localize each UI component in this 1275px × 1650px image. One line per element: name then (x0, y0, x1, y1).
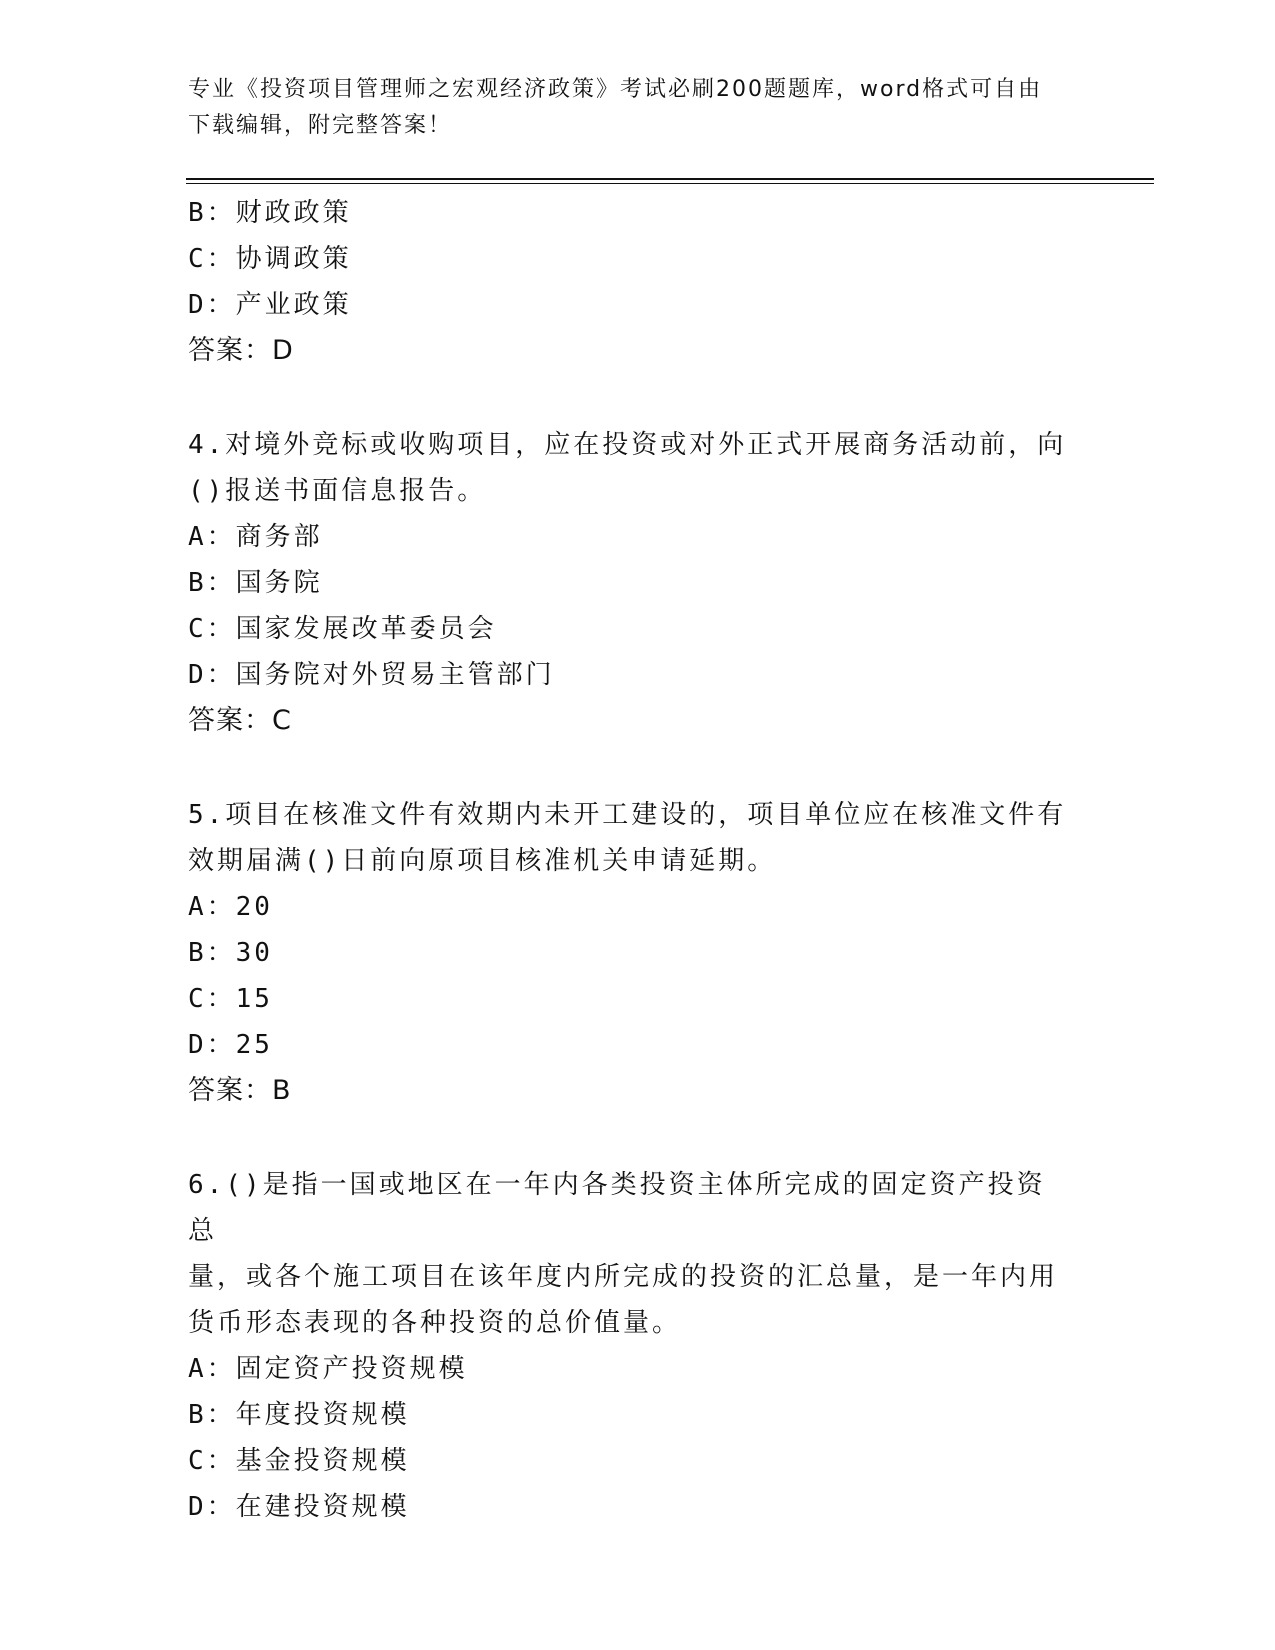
answer: 答案：C (188, 705, 292, 736)
question-text-line: 6.()是指一国或地区在一年内各类投资主体所完成的固定资产投资总 (188, 1170, 1046, 1246)
option-b: B：年度投资规模 (188, 1400, 410, 1430)
option-c: C：基金投资规模 (188, 1446, 410, 1476)
option-d: D：25 (188, 1030, 273, 1060)
option-b: B：国务院 (188, 568, 323, 598)
header-line-1: 专业《投资项目管理师之宏观经济政策》考试必刷200题题库，word格式可自由 (188, 77, 1043, 102)
question-text-line: 效期届满()日前向原项目核准机关申请延期。 (188, 846, 777, 876)
question-4 (188, 422, 1068, 744)
option-d: D：在建投资规模 (188, 1492, 410, 1522)
question-5 (188, 792, 1068, 1114)
option-a: A：商务部 (188, 522, 323, 552)
question-text-line: ()报送书面信息报告。 (188, 476, 487, 506)
question-text-line: 4.对境外竞标或收购项目，应在投资或对外正式开展商务活动前，向 (188, 430, 1067, 460)
option-d: D：国务院对外贸易主管部门 (188, 660, 555, 690)
header-line-2: 下载编辑，附完整答案！ (188, 113, 453, 138)
option-d: D：产业政策 (188, 290, 352, 320)
option-c: C：15 (188, 984, 273, 1014)
option-a: A：20 (188, 892, 273, 922)
option-a: A：固定资产投资规模 (188, 1354, 468, 1384)
question-text-line: 5.项目在核准文件有效期内未开工建设的，项目单位应在核准文件有 (188, 800, 1067, 830)
question-3-continued (188, 190, 1068, 374)
question-list (188, 190, 1068, 1530)
answer: 答案：D (188, 335, 294, 366)
option-b: B：30 (188, 938, 273, 968)
option-c: C：国家发展改革委员会 (188, 614, 497, 644)
page-header (188, 72, 1068, 144)
header-rule-thin (186, 183, 1154, 184)
answer: 答案：B (188, 1075, 292, 1106)
header-rule-thick (186, 178, 1154, 180)
option-b: B：财政政策 (188, 198, 352, 228)
option-c: C：协调政策 (188, 244, 352, 274)
question-text-line: 量，或各个施工项目在该年度内所完成的投资的汇总量，是一年内用 (188, 1262, 1059, 1292)
question-6 (188, 1162, 1068, 1530)
question-text-line: 货币形态表现的各种投资的总价值量。 (188, 1308, 682, 1338)
